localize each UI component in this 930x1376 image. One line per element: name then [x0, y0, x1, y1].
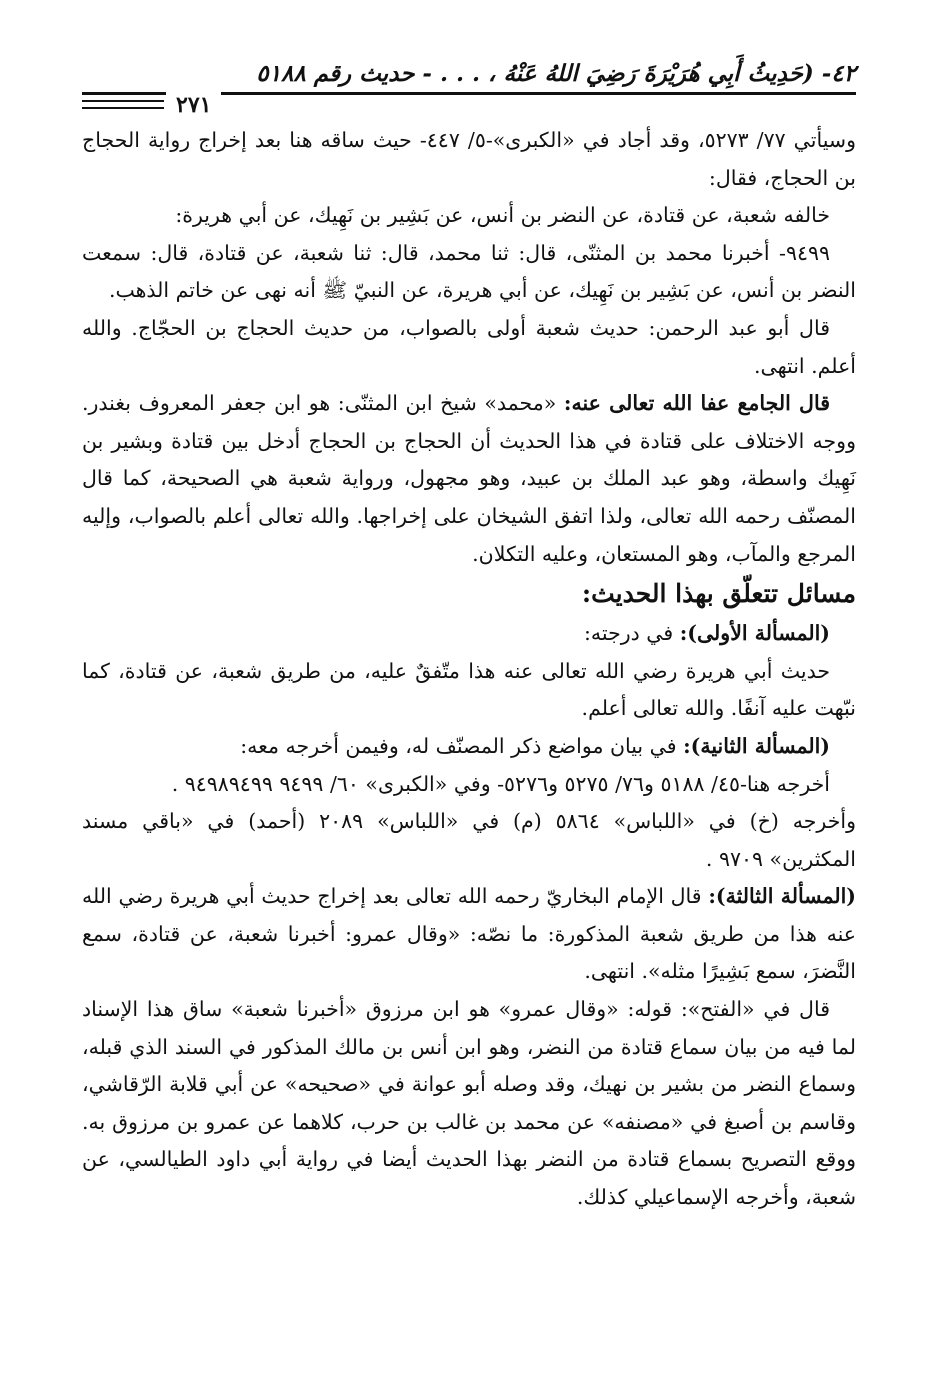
issue-2-text-1: أخرجه هنا-٤٥/ ٥١٨٨ و٧٦/ ٥٢٧٥ و٥٢٧٦- وفي «الكبرى» ٦٠/ ٩٤٩٩ ٩٤٩٨٩٤٩٩ .	[171, 771, 830, 796]
issue-1-subtitle: في درجته:	[583, 621, 680, 646]
issue-1-title-line	[82, 615, 856, 653]
running-header	[82, 56, 856, 92]
issue-2-title: (المسألة الثانية):	[683, 733, 830, 758]
page-number-area	[82, 92, 856, 122]
page-number: ٢٧١	[166, 92, 221, 118]
issue-3-text: قال الإمام البخاريّ رحمه الله تعالى بعد إخراج حديث أبي هريرة رضي الله عنه هذا من طريق شعبة المذكورة: ما نصّه: «وقال عمرو: أخبرنا شعبة، عن قتادة، سمع النَّضرَ، سمع بَشِيرًا مثله». انتهى.	[82, 884, 856, 984]
issue-1-title: (المسألة الأولى):	[679, 621, 830, 646]
issue-2-title-line	[82, 728, 856, 766]
issue-1-text: حديث أبي هريرة رضي الله تعالى عنه هذا متّفقٌ عليه، من طريق شعبة، عن قتادة، كما نبّهت عليه آنفًا. والله تعالى أعلم.	[82, 658, 856, 721]
header-title: ٤٢- (حَدِيثُ أَبِي هُرَيْرَةَ رَضِيَ اللهُ عَنْهُ ، . . . - حديث رقم ٥١٨٨	[256, 60, 856, 87]
section-heading: مسائل تتعلّق بهذا الحديث:	[581, 579, 856, 609]
issue-3-paragraph	[82, 878, 856, 991]
page-number-rules	[82, 100, 164, 114]
paragraph-1: وسيأتي ٧٧/ ٥٢٧٣، وقد أجاد في «الكبرى»-٥/ ٤٤٧- حيث ساقه هنا بعد إخراج رواية الحجاج بن الحجاج، فقال:	[82, 128, 856, 190]
jami-text: «محمد» شيخ ابن المثنّى: هو ابن جعفر المعروف بغندر. ووجه الاختلاف على قتادة في هذا الحديث أن الحجاج بن الحجاج أدخل بين قتادة وبشير بن نَهِيك واسطة، وهو عبد الملك بن عبيد، وهو مجهول، ورواية شعبة هي الصحيحة، كما قال المصنّف رحمه الله تعالى، ولذا اتفق الشيخان على إخراجها. والله تعالى أعلم بالصواب، وإليه المرجع والمآب، وهو المستعان، وعليه التكلان.	[82, 391, 856, 566]
jami-lead: قال الجامع عفا الله تعالى عنه:	[563, 391, 830, 416]
issue-2-subtitle: في بيان مواضع ذكر المصنّف له، وفيمن أخرجه معه:	[240, 733, 684, 758]
paragraph-fath: قال في «الفتح»: قوله: «وقال عمرو» هو ابن مرزوق «أخبرنا شعبة» ساق هذا الإسناد لما فيه من بيان سماع قتادة من النضر، وهو ابن أنس بن مالك المذكور في السند الذي قبله، وسماع النضر من بشير بن نهيك، وقد وصله أبو عوانة في «صحيحه» عن أبي قلابة الرّقاشي، وقاسم بن أصبغ في «مصنفه» عن محمد بن غالب بن حرب، كلاهما عن عمرو بن مرزوق به. ووقع التصريح بسماع قتادة من النضر بهذا الحديث أيضا في رواية أبي داود الطيالسي، عن شعبة، وأخرجه الإسماعيلي كذلك.	[82, 997, 856, 1210]
issue-2-text-2: وأخرجه (خ) في «اللباس» ٥٨٦٤ (م) في «اللباس» ٢٠٨٩ (أحمد) في «باقي مسند المكثرين» ٩٧٠٩ .	[82, 809, 856, 871]
page-body	[82, 122, 856, 1217]
issue-3-title: (المسألة الثالثة):	[708, 884, 857, 909]
paragraph-2: خالفه شعبة، عن قتادة، عن النضر بن أنس، عن بَشِير بن نَهِيك، عن أبي هريرة:	[175, 203, 830, 228]
paragraph-abu-abdurrahman: قال أبو عبد الرحمن: حديث شعبة أولى بالصواب، من حديث الحجاج بن الحجّاج. والله أعلم. انتهى.	[82, 315, 856, 378]
paragraph-hadith-9499: ٩٤٩٩- أخبرنا محمد بن المثنّى، قال: ثنا محمد، قال: ثنا شعبة، عن قتادة، قال: سمعت النضر بن أنس، عن بَشِير بن نَهِيك، عن أبي هريرة، عن النبيّ ﷺ أنه نهى عن خاتم الذهب.	[82, 240, 856, 303]
paragraph-jami	[82, 385, 856, 573]
